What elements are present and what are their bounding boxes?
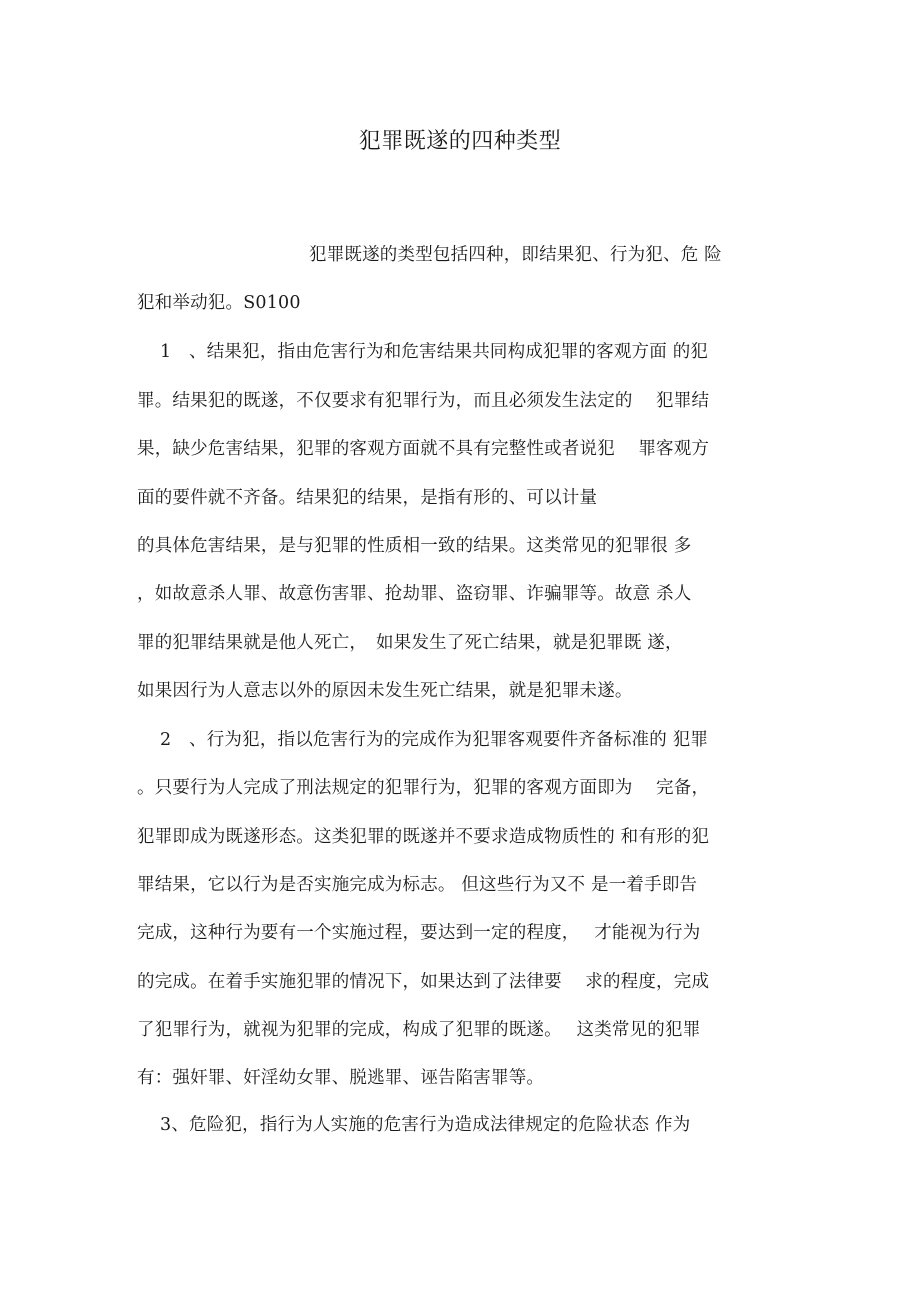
paragraph-line: 。只要行为人完成了刑法规定的犯罪行为，犯罪的客观方面即为 完备， — [137, 778, 710, 798]
paragraph-line: 的完成。在着手实施犯罪的情况下，如果达到了法律要 求的程度，完成 — [137, 972, 710, 992]
paragraph-line: ，如故意杀人罪、故意伤害罪、抢劫罪、盗窃罪、诈骗罪等。故意 杀人 — [137, 584, 692, 604]
paragraph-line: 了犯罪行为，就视为犯罪的完成，构成了犯罪的既遂。 这类常见的犯罪 — [137, 1020, 701, 1040]
document-title: 犯罪既遂的四种类型 — [358, 129, 562, 154]
paragraph-line: 完成，这种行为要有一个实施过程，要达到一定的程度， 才能视为行为 — [137, 923, 701, 943]
paragraph-line: 3、危险犯，指行为人实施的危害行为造成法律规定的危险状态 作为 — [160, 1115, 691, 1135]
paragraph-line: 的具体危害结果，是与犯罪的性质相一致的结果。这类常见的犯罪很 多 — [137, 536, 692, 556]
paragraph-line: 犯罪既遂的类型包括四种，即结果犯、行为犯、危 险 — [309, 245, 722, 265]
paragraph-line: 罪的犯罪结果就是他人死亡， 如果发生了死亡结果，就是犯罪既 遂， — [137, 633, 683, 653]
paragraph-line: 有：强奸罪、奸淫幼女罪、脱逃罪、诬告陷害罪等。 — [137, 1068, 545, 1088]
paragraph-line: 罪结果，它以行为是否实施完成为标志。 但这些行为又不 是一着手即告 — [137, 875, 698, 895]
paragraph-line: 1 、结果犯，指由危害行为和危害结果共同构成犯罪的客观方面 的犯 — [160, 342, 709, 362]
paragraph-line: 罪。结果犯的既遂，不仅要求有犯罪行为，而且必须发生法定的 犯罪结 — [137, 391, 710, 411]
paragraph-line: 如果因行为人意志以外的原因未发生死亡结果，就是犯罪未遂。 — [137, 681, 633, 701]
paragraph-line: 犯和举动犯。S0100 — [137, 293, 301, 313]
paragraph-line: 2 、行为犯，指以危害行为的完成作为犯罪客观要件齐备标准的 犯罪 — [160, 730, 709, 750]
paragraph-line: 面的要件就不齐备。结果犯的结果，是指有形的、可以计量 — [137, 488, 598, 508]
paragraph-line: 犯罪即成为既遂形态。这类犯罪的既遂并不要求造成物质性的 和有形的犯 — [137, 827, 710, 847]
paragraph-line: 果，缺少危害结果，犯罪的客观方面就不具有完整性或者说犯 罪客观方 — [137, 439, 710, 459]
